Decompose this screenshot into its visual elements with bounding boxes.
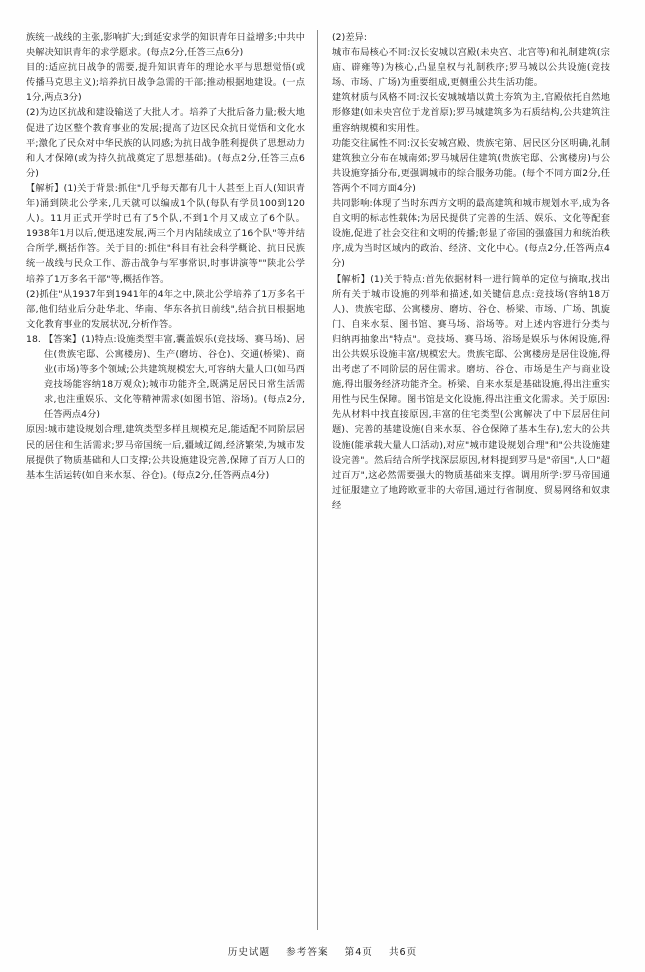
left-column [26,30,318,930]
page-footer [0,944,645,958]
two-column-body [26,30,619,930]
paragraph: 目的:适应抗日战争的需要,提升知识青年的理论水平与思想觉悟(或传播马克思主义);培养抗日战争急需的干部;推动根据地建设。(一点1分,两点3分) [26,62,305,104]
footer-total-pages: 共6页 [388,947,418,958]
paragraph: 城市布局核心不同:汉长安城以宫殿(未央宫、北宫等)和礼制建筑(宗庙、辟雍等)为核心,凸显皇权与礼制秩序;罗马城以公共设施(竞技场、市场、广场)为重要组成,更侧重公共生活功能。 [332,47,610,89]
paragraph: 原因:城市建设规划合理,建筑类型多样且规模充足,能适配不同阶层居民的居住和生活需求;罗马帝国统一后,疆域辽阔,经济繁荣,为城市发展提供了物质基础和人口支撑;公共设施建设完善,保障了百万人口的基本生活运转(如自来水泵、谷仓)。(每点2分,任答两点4分) [26,424,305,481]
right-column [318,30,610,930]
footer-page-number: 第4页 [344,947,373,958]
paragraph: 共同影响:体现了当时东西方文明的最高建筑和城市规划水平,成为各自文明的标志性载体;为居民提供了完善的生活、娱乐、文化等配套设施,促进了社会交往和文明的传播;彰显了帝国的强盛国力和统治秩序,成为当时区域内的政治、经济、文化中心。(每点2分,任答两点4分) [332,198,610,270]
paragraph: (2)差异: [332,32,368,43]
paragraph: 【解析】(1)关于特点:首先依据材料一进行简单的定位与摘取,找出所有关于城市设施的列举和描述,如关键信息点:竞技场(容纳18万人)、贵族宅邸、公寓楼房、磨坊、谷仓、桥梁、市场、广场、凯旋门、自来水泵、图书馆、赛马场、浴场等。对上述内容进行分类与归纳再抽象出"特点"。竞技场、赛马场、浴场是娱乐与休闲设施,得出公共娱乐设施丰富/规模宏大。贵族宅邸、公寓楼房是居住设施,得出考虑了不同阶层的居住需求。磨坊、谷仓、市场是生产与商业设施,得出服务经济功能齐全。桥梁、自来水泵是基础设施,得出注重实用性与民生保障。图书馆是文化设施,得出注重文化需求。关于原因:先从材料中找直接原因,丰富的住宅类型(公寓解决了中下层居住问题)、完善的基建设施(自来水泵、谷仓保障了基本生存),宏大的公共设施(能承载大量人口活动),对应"城市建设规划合理"和"公共设施建设完善"。然后结合所学找深层原因,材料提到罗马是"帝国",人口"超过百万",这必然需要强大的物质基础来支撑。调用所学:罗马帝国通过征服建立了地跨欧亚非的大帝国,通过行省制度、贸易网络和奴隶经 [332,273,610,511]
paragraph: (2)抓住"从1937年到1941年的4年之中,陕北公学培养了1万多名干部,他们结业后分赴华北、华南、华东各抗日前线",结合抗日根据地文化教育事业的发展状况,分析作答。 [26,288,305,330]
paragraph: 功能交往属性不同:汉长安城宫殿、贵族宅第、居民区分区明确,礼制建筑独立分布在城南郊;罗马城居住建筑(贵族宅邸、公寓楼房)与公共设施穿插分布,更强调城市的综合服务功能。(每个不同方面2分,任答两个不同方面4分) [332,137,610,194]
question-number: 18. [26,333,41,345]
paragraph: 【答案】(1)特点:设施类型丰富,囊盖娱乐(竞技场、赛马场)、居住(贵族宅邸、公寓楼房)、生产(磨坊、谷仓)、交通(桥梁)、商业(市场)等多个领域;公共建筑规模宏大,可容纳大量人口(如马西竞技场能容纳18万观众);城市功能齐全,既满足居民日常生活需求,也注重娱乐、文化等精神需求(如图书馆、浴场)。(每点2分,任答两点4分) [44,333,305,421]
paragraph: 族统一战线的主张,影响扩大;到延安求学的知识青年日益增多;中共中央解决知识青年的求学愿求。(每点2分,任答三点6分) [26,32,305,59]
paragraph: 建筑材质与风格不同:汉长安城城墙以黄土夯筑为主,官殿依托自然地形修建(如未央宫位于龙首原);罗马城建筑多为石质结构,公共建筑注重容纳规模和实用性。 [332,92,610,134]
question-block-18 [26,332,305,423]
footer-subject: 历史试题 [227,947,271,958]
paragraph: (2)为边区抗战和建设输送了大批人才。培养了大批后备力量;极大地促进了边区整个教育事业的发展;提高了边区民众抗日觉悟和文化水平;激化了民众对中华民族的认同感;为抗日战争胜利提供了思想动力和人才保障(或为持久抗战奠定了思想基础)。(每点2分,任答三点6分) [26,107,305,179]
paragraph: 【解析】(1)关于背景:抓住"几乎每天都有几十人甚至上百人(知识青年)涌到陕北公学来,几天就可以编成1个队(每队有学员100到120人)。11月正式开学时已有了5个队,不到1个月又成立了6个队。1938年1月以后,便迅速发展,两三个月内陆续成立了16个队"等并结合所学,概括作答。关于目的:抓住"科目有社会科学概论、抗日民族统一战线与民众工作、游击战争与军事常识,时事讲演等""陕北公学培养了1万多名干部"等,概括作答。 [26,182,305,285]
footer-answer-label: 参考答案 [286,947,329,958]
